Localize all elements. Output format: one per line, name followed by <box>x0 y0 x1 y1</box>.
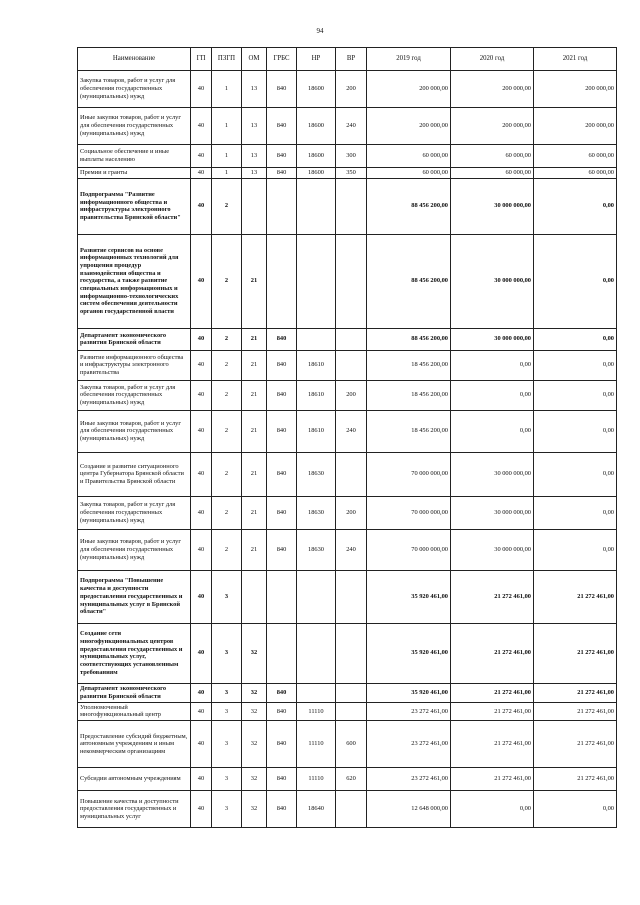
amount-2021-cell: 60 000,00 <box>534 145 617 168</box>
amount-2020-cell: 30 000 000,00 <box>451 452 534 496</box>
amount-2021-cell: 21 272 461,00 <box>534 702 617 720</box>
amount-2020-cell: 30 000 000,00 <box>451 234 534 328</box>
vr-cell: 240 <box>336 410 367 452</box>
amount-2019-cell: 35 920 461,00 <box>367 623 451 683</box>
vr-cell: 600 <box>336 721 367 768</box>
column-header: ВР <box>336 48 367 71</box>
gp-cell: 40 <box>191 683 212 702</box>
budget-table <box>77 47 617 828</box>
amount-2020-cell: 21 272 461,00 <box>451 623 534 683</box>
grbs-cell: 840 <box>267 683 297 702</box>
nr-cell: 18640 <box>297 791 336 828</box>
row-name-cell: Создание и развитие ситуационного центра Губернатора Брянской области и Правительства Брянской области <box>78 452 191 496</box>
row-name-cell: Иные закупки товаров, работ и услуг для обеспечения государственных (муниципальных) нужд <box>78 410 191 452</box>
grbs-cell: 840 <box>267 328 297 350</box>
column-header: ГРБС <box>267 48 297 71</box>
pzgp-cell: 1 <box>212 108 242 145</box>
page-number: 94 <box>316 27 324 35</box>
nr-cell: 18630 <box>297 452 336 496</box>
amount-2020-cell: 30 000 000,00 <box>451 529 534 570</box>
nr-cell: 18600 <box>297 108 336 145</box>
nr-cell: 11110 <box>297 768 336 791</box>
nr-cell: 18610 <box>297 410 336 452</box>
om-cell: 32 <box>242 791 267 828</box>
pzgp-cell: 3 <box>212 683 242 702</box>
om-cell: 21 <box>242 350 267 380</box>
table-row <box>78 702 617 720</box>
amount-2021-cell: 200 000,00 <box>534 108 617 145</box>
vr-cell <box>336 683 367 702</box>
row-name-cell: Социальное обеспечение и иные выплаты населению <box>78 145 191 168</box>
om-cell: 21 <box>242 452 267 496</box>
table-row <box>78 452 617 496</box>
gp-cell: 40 <box>191 168 212 179</box>
pzgp-cell: 2 <box>212 410 242 452</box>
om-cell: 13 <box>242 145 267 168</box>
pzgp-cell: 2 <box>212 234 242 328</box>
column-header: НР <box>297 48 336 71</box>
gp-cell: 40 <box>191 350 212 380</box>
amount-2021-cell: 21 272 461,00 <box>534 683 617 702</box>
nr-cell <box>297 234 336 328</box>
vr-cell: 240 <box>336 529 367 570</box>
table-header-row <box>78 48 617 71</box>
row-name-cell: Развитие информационного общества и инфраструктуры электронного правительства <box>78 350 191 380</box>
amount-2021-cell: 0,00 <box>534 380 617 410</box>
gp-cell: 40 <box>191 328 212 350</box>
pzgp-cell: 3 <box>212 623 242 683</box>
gp-cell: 40 <box>191 108 212 145</box>
om-cell: 32 <box>242 683 267 702</box>
table-row <box>78 168 617 179</box>
amount-2019-cell: 200 000,00 <box>367 108 451 145</box>
row-name-cell: Департамент экономического развития Брянской области <box>78 328 191 350</box>
amount-2021-cell: 21 272 461,00 <box>534 768 617 791</box>
vr-cell <box>336 328 367 350</box>
table-row <box>78 683 617 702</box>
pzgp-cell: 2 <box>212 529 242 570</box>
pzgp-cell: 3 <box>212 721 242 768</box>
column-header: ПЗГП <box>212 48 242 71</box>
amount-2020-cell: 21 272 461,00 <box>451 768 534 791</box>
om-cell: 32 <box>242 721 267 768</box>
grbs-cell: 840 <box>267 145 297 168</box>
amount-2020-cell: 200 000,00 <box>451 108 534 145</box>
table-row <box>78 496 617 529</box>
table-row <box>78 380 617 410</box>
table-row <box>78 570 617 623</box>
gp-cell: 40 <box>191 452 212 496</box>
amount-2019-cell: 200 000,00 <box>367 71 451 108</box>
table-row <box>78 71 617 108</box>
nr-cell <box>297 683 336 702</box>
amount-2019-cell: 88 456 200,00 <box>367 234 451 328</box>
table-row <box>78 768 617 791</box>
column-header: ОМ <box>242 48 267 71</box>
pzgp-cell: 2 <box>212 452 242 496</box>
amount-2020-cell: 21 272 461,00 <box>451 570 534 623</box>
amount-2020-cell: 30 000 000,00 <box>451 328 534 350</box>
amount-2019-cell: 60 000,00 <box>367 168 451 179</box>
vr-cell: 200 <box>336 380 367 410</box>
gp-cell: 40 <box>191 529 212 570</box>
amount-2021-cell: 0,00 <box>534 328 617 350</box>
amount-2021-cell: 60 000,00 <box>534 168 617 179</box>
nr-cell: 18630 <box>297 496 336 529</box>
gp-cell: 40 <box>191 410 212 452</box>
om-cell <box>242 178 267 234</box>
table-row <box>78 623 617 683</box>
gp-cell: 40 <box>191 178 212 234</box>
gp-cell: 40 <box>191 791 212 828</box>
column-header: Наименование <box>78 48 191 71</box>
gp-cell: 40 <box>191 721 212 768</box>
amount-2019-cell: 60 000,00 <box>367 145 451 168</box>
table-row <box>78 108 617 145</box>
nr-cell <box>297 570 336 623</box>
amount-2020-cell: 0,00 <box>451 380 534 410</box>
pzgp-cell: 1 <box>212 71 242 108</box>
column-header: 2021 год <box>534 48 617 71</box>
pzgp-cell: 2 <box>212 328 242 350</box>
table-row <box>78 178 617 234</box>
amount-2020-cell: 60 000,00 <box>451 168 534 179</box>
row-name-cell: Создание сети многофункциональных центров предоставления государственных и муниципальных услуг, соответствующих установленным требованиям <box>78 623 191 683</box>
grbs-cell: 840 <box>267 168 297 179</box>
gp-cell: 40 <box>191 496 212 529</box>
amount-2021-cell: 0,00 <box>534 791 617 828</box>
vr-cell <box>336 570 367 623</box>
amount-2021-cell: 0,00 <box>534 452 617 496</box>
om-cell: 32 <box>242 768 267 791</box>
gp-cell: 40 <box>191 702 212 720</box>
om-cell: 21 <box>242 529 267 570</box>
grbs-cell: 840 <box>267 380 297 410</box>
pzgp-cell: 3 <box>212 791 242 828</box>
amount-2020-cell: 0,00 <box>451 350 534 380</box>
amount-2019-cell: 23 272 461,00 <box>367 768 451 791</box>
amount-2021-cell: 0,00 <box>534 496 617 529</box>
grbs-cell: 840 <box>267 410 297 452</box>
amount-2019-cell: 70 000 000,00 <box>367 452 451 496</box>
amount-2020-cell: 200 000,00 <box>451 71 534 108</box>
om-cell: 21 <box>242 234 267 328</box>
gp-cell: 40 <box>191 71 212 108</box>
amount-2021-cell: 21 272 461,00 <box>534 570 617 623</box>
grbs-cell: 840 <box>267 702 297 720</box>
amount-2019-cell: 88 456 200,00 <box>367 328 451 350</box>
row-name-cell: Развитие сервисов на основе информационных технологий для упрощения процедур взаимодействия общества и государства, а также развитие специальных информационных и информационно-технологических систем обеспечения деятельности органов государственной власти <box>78 234 191 328</box>
grbs-cell <box>267 623 297 683</box>
amount-2020-cell: 0,00 <box>451 410 534 452</box>
table-row <box>78 350 617 380</box>
vr-cell: 200 <box>336 71 367 108</box>
amount-2020-cell: 21 272 461,00 <box>451 683 534 702</box>
nr-cell: 11110 <box>297 721 336 768</box>
amount-2020-cell: 30 000 000,00 <box>451 496 534 529</box>
pzgp-cell: 1 <box>212 145 242 168</box>
nr-cell: 18600 <box>297 145 336 168</box>
om-cell: 21 <box>242 380 267 410</box>
row-name-cell: Закупка товаров, работ и услуг для обеспечения государственных (муниципальных) нужд <box>78 71 191 108</box>
amount-2021-cell: 0,00 <box>534 529 617 570</box>
gp-cell: 40 <box>191 380 212 410</box>
grbs-cell: 840 <box>267 350 297 380</box>
vr-cell <box>336 234 367 328</box>
table-body <box>78 71 617 828</box>
pzgp-cell: 1 <box>212 168 242 179</box>
nr-cell: 18600 <box>297 71 336 108</box>
amount-2021-cell: 0,00 <box>534 410 617 452</box>
row-name-cell: Уполномоченный многофункциональный центр <box>78 702 191 720</box>
table-row <box>78 234 617 328</box>
row-name-cell: Департамент экономического развития Брянской области <box>78 683 191 702</box>
column-header: ГП <box>191 48 212 71</box>
vr-cell: 200 <box>336 496 367 529</box>
vr-cell: 350 <box>336 168 367 179</box>
grbs-cell: 840 <box>267 791 297 828</box>
amount-2019-cell: 88 456 200,00 <box>367 178 451 234</box>
amount-2019-cell: 70 000 000,00 <box>367 496 451 529</box>
grbs-cell: 840 <box>267 529 297 570</box>
amount-2019-cell: 23 272 461,00 <box>367 702 451 720</box>
grbs-cell: 840 <box>267 768 297 791</box>
gp-cell: 40 <box>191 768 212 791</box>
nr-cell <box>297 623 336 683</box>
grbs-cell: 840 <box>267 496 297 529</box>
vr-cell: 620 <box>336 768 367 791</box>
row-name-cell: Подпрограмма "Развитие информационного общества и инфраструктуры электронного правительства Брянской области" <box>78 178 191 234</box>
nr-cell: 18610 <box>297 350 336 380</box>
amount-2020-cell: 0,00 <box>451 791 534 828</box>
om-cell: 13 <box>242 108 267 145</box>
table-row <box>78 791 617 828</box>
grbs-cell <box>267 178 297 234</box>
om-cell: 21 <box>242 328 267 350</box>
pzgp-cell: 2 <box>212 178 242 234</box>
column-header: 2019 год <box>367 48 451 71</box>
amount-2019-cell: 18 456 200,00 <box>367 410 451 452</box>
row-name-cell: Иные закупки товаров, работ и услуг для обеспечения государственных (муниципальных) нужд <box>78 108 191 145</box>
row-name-cell: Иные закупки товаров, работ и услуг для обеспечения государственных (муниципальных) нужд <box>78 529 191 570</box>
grbs-cell: 840 <box>267 452 297 496</box>
vr-cell <box>336 791 367 828</box>
vr-cell <box>336 623 367 683</box>
amount-2019-cell: 35 920 461,00 <box>367 570 451 623</box>
amount-2020-cell: 30 000 000,00 <box>451 178 534 234</box>
nr-cell: 18610 <box>297 380 336 410</box>
amount-2019-cell: 12 648 000,00 <box>367 791 451 828</box>
vr-cell: 240 <box>336 108 367 145</box>
amount-2021-cell: 200 000,00 <box>534 71 617 108</box>
om-cell: 13 <box>242 168 267 179</box>
table-row <box>78 410 617 452</box>
row-name-cell: Субсидии автономным учреждениям <box>78 768 191 791</box>
grbs-cell <box>267 570 297 623</box>
amount-2019-cell: 35 920 461,00 <box>367 683 451 702</box>
table-row <box>78 529 617 570</box>
amount-2019-cell: 18 456 200,00 <box>367 350 451 380</box>
nr-cell: 18630 <box>297 529 336 570</box>
row-name-cell: Подпрограмма "Повышение качества и доступности предоставления государственных и муниципальных услуг в Брянской области" <box>78 570 191 623</box>
vr-cell: 300 <box>336 145 367 168</box>
amount-2019-cell: 18 456 200,00 <box>367 380 451 410</box>
amount-2020-cell: 21 272 461,00 <box>451 721 534 768</box>
table-row <box>78 721 617 768</box>
amount-2021-cell: 0,00 <box>534 178 617 234</box>
amount-2020-cell: 21 272 461,00 <box>451 702 534 720</box>
om-cell: 13 <box>242 71 267 108</box>
om-cell: 32 <box>242 623 267 683</box>
gp-cell: 40 <box>191 623 212 683</box>
column-header: 2020 год <box>451 48 534 71</box>
gp-cell: 40 <box>191 570 212 623</box>
om-cell: 21 <box>242 496 267 529</box>
row-name-cell: Премии и гранты <box>78 168 191 179</box>
table-row <box>78 145 617 168</box>
nr-cell <box>297 178 336 234</box>
pzgp-cell: 3 <box>212 570 242 623</box>
vr-cell <box>336 452 367 496</box>
amount-2021-cell: 0,00 <box>534 234 617 328</box>
amount-2021-cell: 21 272 461,00 <box>534 623 617 683</box>
amount-2021-cell: 0,00 <box>534 350 617 380</box>
row-name-cell: Повышение качества и доступности предоставления государственных и муниципальных услуг <box>78 791 191 828</box>
grbs-cell: 840 <box>267 108 297 145</box>
nr-cell <box>297 328 336 350</box>
amount-2019-cell: 23 272 461,00 <box>367 721 451 768</box>
vr-cell <box>336 702 367 720</box>
grbs-cell: 840 <box>267 71 297 108</box>
amount-2021-cell: 21 272 461,00 <box>534 721 617 768</box>
grbs-cell <box>267 234 297 328</box>
grbs-cell: 840 <box>267 721 297 768</box>
vr-cell <box>336 178 367 234</box>
row-name-cell: Предоставление субсидий бюджетным, автономным учреждениям и иным некоммерческим организациям <box>78 721 191 768</box>
amount-2019-cell: 70 000 000,00 <box>367 529 451 570</box>
nr-cell: 18600 <box>297 168 336 179</box>
pzgp-cell: 3 <box>212 768 242 791</box>
om-cell: 32 <box>242 702 267 720</box>
gp-cell: 40 <box>191 145 212 168</box>
pzgp-cell: 2 <box>212 496 242 529</box>
row-name-cell: Закупка товаров, работ и услуг для обеспечения государственных (муниципальных) нужд <box>78 496 191 529</box>
table-row <box>78 328 617 350</box>
pzgp-cell: 2 <box>212 380 242 410</box>
pzgp-cell: 3 <box>212 702 242 720</box>
row-name-cell: Закупка товаров, работ и услуг для обеспечения государственных (муниципальных) нужд <box>78 380 191 410</box>
pzgp-cell: 2 <box>212 350 242 380</box>
gp-cell: 40 <box>191 234 212 328</box>
vr-cell <box>336 350 367 380</box>
om-cell <box>242 570 267 623</box>
om-cell: 21 <box>242 410 267 452</box>
amount-2020-cell: 60 000,00 <box>451 145 534 168</box>
nr-cell: 11110 <box>297 702 336 720</box>
